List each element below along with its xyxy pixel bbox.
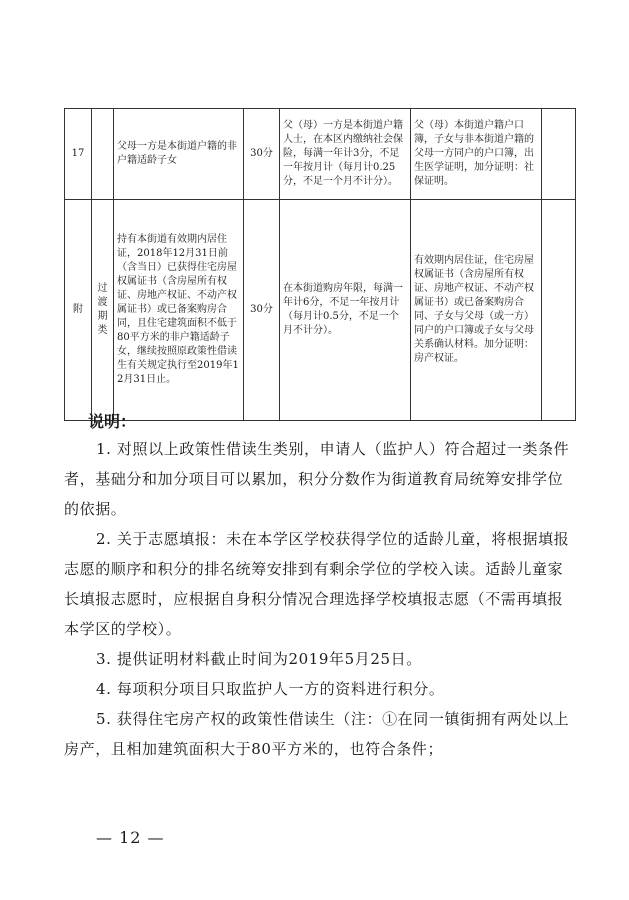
table-row-17 xyxy=(65,109,576,200)
row-evidence: 父（母）本街道户籍户口簿，子女与非本街道户籍的父母一方同户的户口簿，出生医学证明，加分证明：社保证明。 xyxy=(411,109,542,200)
notes-section xyxy=(64,410,575,764)
note-item-2: 2. 关于志愿填报：未在本学区学校获得学位的适龄儿童，将根据填报志愿的顺序和积分的排名统筹安排到有剩余学位的学校入读。适龄儿童家长填报志愿时，应根据自身积分情况合理选择学校填报志愿（不需再填报本学区的学校）。 xyxy=(64,530,570,638)
policy-table xyxy=(64,108,576,421)
page-number: — 12 — xyxy=(96,828,165,847)
row-condition: 持有本街道有效期内居住证，2018年12月31日前（含当日）已获得住宅房屋权属证书（含房屋所有权证、房地产权证、不动产权属证书）或已备案购房合同，且住宅建筑面积不低于80平方米的非户籍适龄子女，继续按照原政策性借读生有关规定执行至2019年12月31日止。 xyxy=(114,200,244,421)
note-item-3: 3. 提供证明材料截止时间为2019年5月25日。 xyxy=(96,650,422,668)
note-item-4: 4. 每项积分项目只取监护人一方的资料进行积分。 xyxy=(96,680,445,698)
row-score: 30分 xyxy=(244,109,280,200)
row-number: 附 xyxy=(65,200,92,421)
row-rule: 在本街道购房年限，每满一年计6分，不足一年按月计（每月计0.5分，不足一个月不计分）。 xyxy=(280,200,411,421)
row-evidence: 有效期内居住证，住宅房屋权属证书（含房屋所有权证、房地产权证、不动产权属证书）或已备案购房合同、子女与父母（或一方）同户的户口簿或子女与父母关系确认材料。加分证明：房产权证。 xyxy=(411,200,542,421)
row-condition: 父母一方是本街道户籍的非户籍适龄子女 xyxy=(114,109,244,200)
row-category: 过渡期类 xyxy=(92,200,114,421)
row-category xyxy=(92,109,114,200)
row-remark xyxy=(542,200,576,421)
row-number: 17 xyxy=(65,109,92,200)
row-rule: 父（母）一方是本街道户籍人士，在本区内缴纳社会保险，每满一年计3分，不足一年按月计（每月计0.25分，不足一个月不计分）。 xyxy=(280,109,411,200)
table-row-appendix xyxy=(65,200,576,421)
note-item-5: 5. 获得住宅房产权的政策性借读生（注：①在同一镇街拥有两处以上房产，且相加建筑面积大于80平方米的，也符合条件； xyxy=(64,710,570,758)
note-item-1: 1. 对照以上政策性借读生类别，申请人（监护人）符合超过一类条件者，基础分和加分项目可以累加，积分分数作为街道教育局统筹安排学位的依据。 xyxy=(64,440,570,518)
row-remark xyxy=(542,109,576,200)
notes-title: 说明： xyxy=(88,412,137,431)
row-score: 30分 xyxy=(244,200,280,421)
